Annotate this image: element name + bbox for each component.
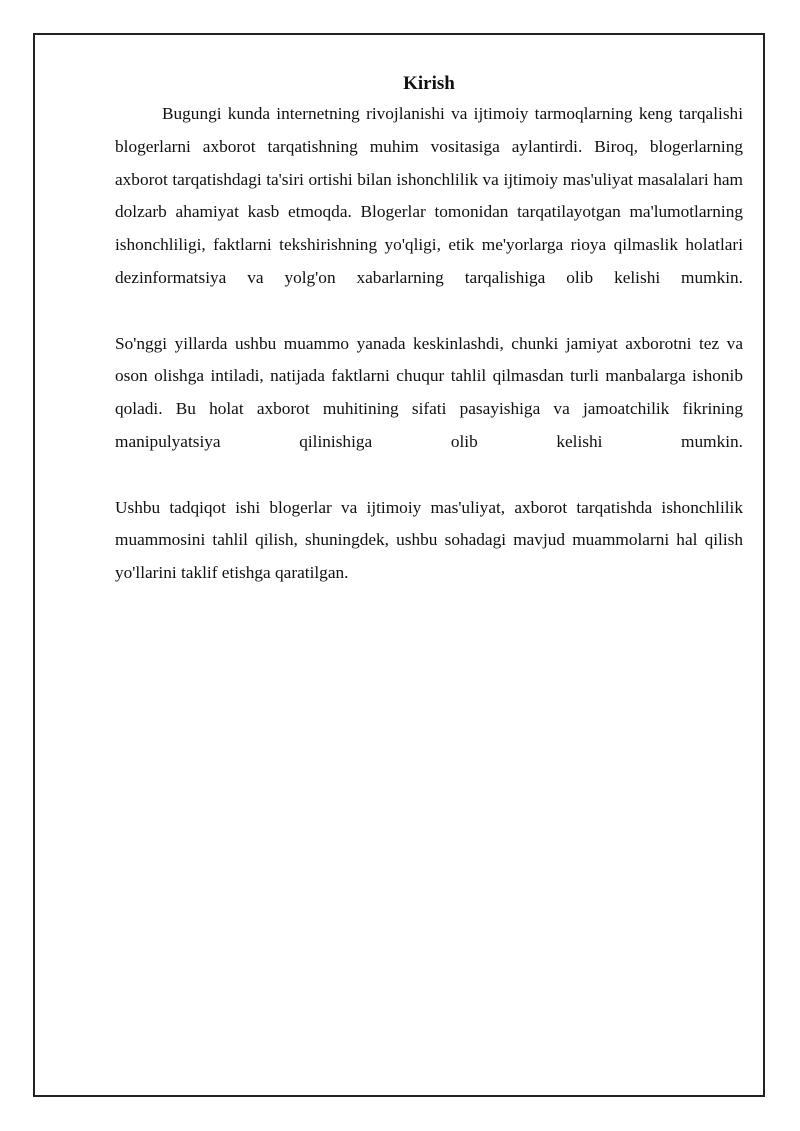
document-body	[115, 70, 743, 590]
document-title: Kirish	[403, 73, 455, 94]
paragraph-spacer	[115, 459, 743, 492]
paragraph-3: Ushbu tadqiqot ishi blogerlar va ijtimoiy mas'uliyat, axborot tarqatishda ishonchlilik muammosini tahlil qilish, shuningdek, ushbu sohadagi mavjud muammolarni hal qilish yo'llarini taklif etishga qaratilgan.	[115, 497, 743, 583]
paragraph-1: Bugungi kunda internetning rivojlanishi va ijtimoiy tarmoqlarning keng tarqalishi blogerlarni axborot tarqatishning muhim vositasiga aylantirdi. Biroq, blogerlarning axborot tarqatishdagi ta'siri ortishi bilan ishonchlilik va ijtimoiy mas'uliyat masalalari ham dolzarb ahamiyat kasb etmoqda. Blogerlar tomonidan tarqatilayotgan ma'lumotlarning ishonchliligi, faktlarni tekshirishning yo'qligi, etik me'yorlarga rioya qilmaslik holatlari dezinformatsiya va yolg'on xabarlarning tarqalishiga olib kelishi mumkin.	[115, 104, 743, 287]
paragraph-2: So'nggi yillarda ushbu muammo yanada keskinlashdi, chunki jamiyat axborotni tez va oson olishga intiladi, natijada faktlarni chuqur tahlil qilmasdan turli manbalarga ishonib qoladi. Bu holat axborot muhitining sifati pasayishiga va jamoatchilik fikrining manipulyatsiya qilinishiga olib kelishi mumkin.	[115, 333, 743, 451]
paragraph-spacer	[115, 295, 743, 328]
